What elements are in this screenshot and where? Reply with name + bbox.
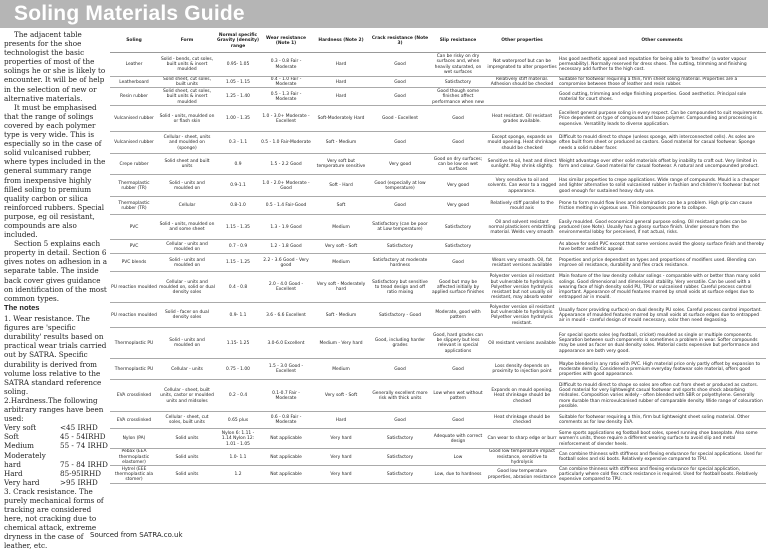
cell-hardness: Very soft - Soft <box>312 380 370 412</box>
cell-other-comments: Easily moulded. Good economical general purpose soling. Oil resistant grades can be produced (see Note). Usually has a glossy surface finish. Under pressure from the environmental lobby for perceived, if not actual, risks. <box>558 215 766 240</box>
column-header-crack-resistance: Crack resistance (Note 3) <box>370 30 430 53</box>
cell-specific-gravity: 1.15- 1.25 <box>216 328 260 359</box>
cell-crack-resistance: Good <box>370 53 430 77</box>
cell-hardness: Soft <box>312 197 370 215</box>
cell-wear-resistance: 0.3 - 0.8 Fair - Moderate <box>260 53 312 77</box>
cell-hardness: Very hard <box>312 466 370 484</box>
cell-other-comments: Suitable for footwear requiring a thin, firm but lightweight sheet soling material. Other comments as for low density EVA. <box>558 412 766 429</box>
cell-soling: PVC <box>110 240 158 254</box>
table-row <box>110 106 766 132</box>
cell-soling: Leatherboard <box>110 77 158 88</box>
cell-form: Cellular - units <box>158 359 216 380</box>
cell-specific-gravity: 0.7 - 0.9 <box>216 240 260 254</box>
cell-crack-resistance: Generally excellent more risk with thick units <box>370 380 430 412</box>
cell-other-properties: Heat shrinkage should be checked <box>486 412 558 429</box>
table-row <box>110 240 766 254</box>
cell-wear-resistance: 1.0 - 3.0+ Moderate - Excellent <box>260 106 312 132</box>
cell-soling: Thermoplastic rubber (TR) <box>110 197 158 215</box>
cell-slip-resistance: Low, due to hardness <box>430 466 486 484</box>
cell-other-comments: Weight advantage over other solid materials offset by inability to craft out. Very limited in form and colour. Good material for casual footwear. A natural and uncompounded product. <box>558 154 766 175</box>
cell-other-comments: Suitable for footwear requiring a thin, firm sheet soling material. Properties are a compromise between those of leather and resin rubber. <box>558 77 766 88</box>
cell-wear-resistance: 0.5 - 1.3 Fair - Moderate <box>260 88 312 106</box>
table-row <box>110 449 766 466</box>
cell-slip-resistance: Good <box>430 106 486 132</box>
cell-wear-resistance: 0.6 - 0.8 Fair - Moderate <box>260 412 312 429</box>
cell-other-properties: Relatively stiff material. Adhesion should be checked <box>486 77 558 88</box>
cell-specific-gravity: 1.05 - 1.15 <box>216 77 260 88</box>
cell-other-properties: Good low temperature impact resistance, sensitive to hydrolysis <box>486 449 558 466</box>
table-row <box>110 359 766 380</box>
cell-hardness: Medium <box>312 254 370 272</box>
cell-soling: Hytrel (EEE thermoplastic ala stomer) <box>110 466 158 484</box>
cell-hardness: Very hard <box>312 449 370 466</box>
cell-soling: PU reaction moulded <box>110 272 158 303</box>
cell-hardness: Medium - Very hard <box>312 328 370 359</box>
cell-wear-resistance: Not applicable <box>260 429 312 449</box>
cell-form: Solid units <box>158 449 216 466</box>
cell-hardness: Hard <box>312 88 370 106</box>
cell-form: Solid units <box>158 429 216 449</box>
cell-specific-gravity: 0.4 - 0.8 <box>216 272 260 303</box>
cell-specific-gravity: 1.15 - 1.25 <box>216 254 260 272</box>
table-row <box>110 254 766 272</box>
cell-hardness: Medium <box>312 215 370 240</box>
cell-specific-gravity: 1.25 - 1.40 <box>216 88 260 106</box>
cell-crack-resistance: Satisfactory at moderate hardness <box>370 254 430 272</box>
cell-hardness: Hard <box>312 77 370 88</box>
intro-paragraph: Section 5 explains each property in detail. Section 6 gives notes on adhesion in a separate table. The inside back cover gives guidance on identification of the most common types. <box>4 239 107 303</box>
table-row <box>110 197 766 215</box>
cell-other-properties: Polyester version oil resistant but vulnerable to hydrolysis. Polyether version hydrolysis resistant but not usually oil resistant, may absorb water <box>486 272 558 303</box>
cell-other-comments: Has good aesthetic appeal and reputation for being able to 'breathe' (a water vapour permeability). Normally reserved for dress shoes. The cutting, trimming and finishing necessary add further to the high cost. <box>558 53 766 77</box>
cell-form: Solid - facer on dual density soles <box>158 303 216 328</box>
cell-specific-gravity: 0.95- 1.05 <box>216 53 260 77</box>
cell-specific-gravity: 1.0- 1.1 <box>216 449 260 466</box>
cell-other-properties: Can wear to sharp edge or burr <box>486 429 558 449</box>
intro-text <box>4 30 110 303</box>
cell-wear-resistance: 1.2 - 1.8 Good <box>260 240 312 254</box>
hardness-rating: hard 75 - 84 IRHD <box>4 459 108 469</box>
column-header-form: Form <box>158 30 216 53</box>
cell-other-comments: Prone to form mould flow lines and delamination can be a problem. High grip can cause friction melting in vigorous use. Thin compounds prone to collapse. <box>558 197 766 215</box>
cell-other-properties: Not waterproof but can be impregnated to alter properties <box>486 53 558 77</box>
table-header <box>110 30 766 53</box>
cell-other-properties: Heat resistant. Oil resistant grades available. <box>486 106 558 132</box>
soling-table <box>110 30 766 484</box>
cell-soling: Thermoplastic PU <box>110 328 158 359</box>
cell-slip-resistance: Good <box>430 412 486 429</box>
table-row <box>110 429 766 449</box>
cell-slip-resistance: Good, hard grades can be slippery but less relevant in special applications <box>430 328 486 359</box>
cell-soling: Thermoplastic PU <box>110 359 158 380</box>
cell-slip-resistance: Moderate, good with pattern <box>430 303 486 328</box>
cell-soling: PU reaction moulded <box>110 303 158 328</box>
cell-form: Solid - units and moulded on <box>158 175 216 197</box>
cell-specific-gravity: 0.8-1.0 <box>216 197 260 215</box>
cell-other-comments: Can combine thinness with stiffness and flexing endurance for special applications. Used for football soles and ski boots. Relatively expensive compared to TPU. <box>558 449 766 466</box>
table-row <box>110 77 766 88</box>
cell-specific-gravity: 0.2 - 0.4 <box>216 380 260 412</box>
cell-other-properties: Wears very smooth. Oil, fat resistant versions available <box>486 254 558 272</box>
cell-other-comments: Has similar properties to crepe applications. Wide range of compounds. Mould is a cheaper and lighter alternative to solid vulcanised rubber in fashion and children's footwear but not good enough for sustained heavy duty use. <box>558 175 766 197</box>
column-header-soling: Soling <box>110 30 158 53</box>
cell-slip-resistance: Very good <box>430 197 486 215</box>
cell-form: Cellular - sheet, cut soles, built units <box>158 412 216 429</box>
cell-slip-resistance: Good but may be affected initially by applied surface finishes <box>430 272 486 303</box>
cell-other-comments: Difficult to mould direct to shape (unless sponge, with interconnected cells). As soles are often built from sheet or produced as castors. Good material for casual footwear. Sponge needs a solid rubber facer. <box>558 132 766 154</box>
cell-specific-gravity: 0.9- 1.1 <box>216 303 260 328</box>
cell-soling: Leather <box>110 53 158 77</box>
cell-hardness: Medium <box>312 359 370 380</box>
cell-form: Solid sheet, cut soles, built units & insert moulded <box>158 88 216 106</box>
cell-wear-resistance: 1.5 - 3.0 Good - Excellent <box>260 359 312 380</box>
cell-other-properties: Polyester version oil resistant but vulnerable to hydrolysis. Polyether version hydrolysis resistant. <box>486 303 558 328</box>
cell-hardness: Soft - Medium <box>312 132 370 154</box>
cell-hardness: Hard <box>312 53 370 77</box>
cell-other-properties: Expands on mould opening. Heat shrinkage should be checked <box>486 380 558 412</box>
cell-slip-resistance: Low <box>430 449 486 466</box>
note-crack: 3. Crack resistance. The purely mechanical forms of tracking are considered here, not cracking due to chemical attack, extreme dryness in the case of leather, etc. <box>4 486 104 551</box>
column-header-other-properties: Other properties <box>486 30 558 53</box>
cell-wear-resistance: 0.5 - 1.4 Fair-Good <box>260 197 312 215</box>
cell-form: Solid - units and moulded on <box>158 328 216 359</box>
cell-form: Solid units <box>158 466 216 484</box>
hardness-rating: Moderately <box>4 450 46 460</box>
cell-crack-resistance: Very good <box>370 154 430 175</box>
column-header-slip-resistance: Slip resistance <box>430 30 486 53</box>
hardness-rating: Hard 85-95IRHD <box>4 468 102 478</box>
cell-wear-resistance: 2.0 - 4.0 Good - Excellent <box>260 272 312 303</box>
hardness-rating: Soft 45 - 54IRHD <box>4 432 106 442</box>
cell-crack-resistance: Good <box>370 88 430 106</box>
cell-slip-resistance: Very good <box>430 175 486 197</box>
column-header-other-comments: Other comments <box>558 30 766 53</box>
cell-other-comments: For special sports soles (eg football, cricket) moulded as single or multiple components. Separation between such components is sometimes a problem in wear. Softer compounds may be used as facer on dual density soles. Material costs expensive but performance and appearance are both very good. <box>558 328 766 359</box>
cell-specific-gravity: 1.2 <box>216 466 260 484</box>
cell-crack-resistance: Satisfactory <box>370 449 430 466</box>
cell-hardness: Very hard <box>312 429 370 449</box>
cell-other-properties: Very sensitive to oil and solvents. Can wear to a ragged appearance. <box>486 175 558 197</box>
cell-other-properties: Loss density depends on proximity to injection point <box>486 359 558 380</box>
cell-specific-gravity: 0.75 - 1.00 <box>216 359 260 380</box>
cell-soling: Pebax (EEA thermoplastic elastomer) <box>110 449 158 466</box>
cell-other-comments: As above for solid PVC except that some versions avoid the glossy surface finish and thereby have better aesthetic appeal. <box>559 241 765 252</box>
hardness-rating: Very hard >95 IRHD <box>4 477 98 487</box>
column-header-wear-resistance: Wear resistance (Note 1) <box>260 30 312 53</box>
cell-other-comments: Good cutting, trimming and edge finishing properties. Good aesthetics. Principal sole material for court shoes. <box>558 88 766 106</box>
table-row <box>110 328 766 359</box>
cell-soling: Nylon (PA) <box>110 429 158 449</box>
cell-form: Cellular <box>158 197 216 215</box>
notes-section <box>4 303 110 551</box>
table-row <box>110 272 766 303</box>
cell-slip-resistance: Satisfactory <box>430 215 486 240</box>
cell-wear-resistance: 1.0 - 2.0+ Moderate - Good <box>260 175 312 197</box>
table-row <box>110 154 766 175</box>
cell-form: Solid - units, moulded on or flash skin <box>158 106 216 132</box>
cell-hardness: Hard <box>312 412 370 429</box>
cell-other-properties: Except sponge, expands on mould opening. Heat shrinkage should be checked <box>486 132 558 154</box>
cell-specific-gravity: 1.15 - 1.35 <box>216 215 260 240</box>
cell-hardness: Soft - Hard <box>312 175 370 197</box>
cell-other-comments: Can combine thinness with stiffness and flexing endurance for special application, particularly where cold flex crack resistance is required. Used for football boots. Relatively expensive compared to TPU. <box>558 466 766 484</box>
cell-form: Cellular - units and moulded on <box>158 240 216 254</box>
hardness-rating: Medium 55 - 74 IRHD <box>4 441 108 451</box>
cell-soling: EVA crosslinked <box>110 380 158 412</box>
cell-hardness: Soft-Moderately Hard <box>312 106 370 132</box>
cell-form: Solid - units and moulded on <box>158 254 216 272</box>
notes-heading: The notes <box>4 303 40 312</box>
cell-other-properties: Oil resistant versions available <box>486 328 558 359</box>
cell-specific-gravity: 1.00 - 1.35 <box>216 106 260 132</box>
cell-crack-resistance: Satisfactory <box>370 429 430 449</box>
table-row <box>110 380 766 412</box>
column-header-specific-gravity: Normal specific Gravity (density) range <box>216 30 260 53</box>
cell-specific-gravity: 0.65 plus <box>216 412 260 429</box>
note-wear: 1. Wear resistance. The figures are 'specific durability' results based on practical wear trials carried out by SATRA. Specific durability is derived from volume loss relative to the SATRA standard reference soling. <box>4 314 107 396</box>
page-title: Soling Materials Guide <box>14 2 245 25</box>
cell-crack-resistance: Good <box>370 412 430 429</box>
table-row <box>110 412 766 429</box>
cell-crack-resistance: Good <box>370 77 430 88</box>
cell-soling: Crepe rubber <box>110 154 158 175</box>
cell-form: Solid - units, moulded on and some sheet <box>158 215 216 240</box>
cell-hardness: Very soft but temperature sensitive <box>312 154 370 175</box>
cell-soling: Resin rubber <box>110 88 158 106</box>
cell-soling: Thermoplastic rubber (TR) <box>110 175 158 197</box>
cell-form: Solid sheet and built units <box>158 154 216 175</box>
cell-slip-resistance: Satisfactory <box>430 77 486 88</box>
note-hardness: 2.Hardness.The following arbitrary ranges have been used: <box>4 395 104 424</box>
cell-soling: Vulcanised rubber <box>110 132 158 154</box>
cell-slip-resistance: Low when wet without pattern <box>430 380 486 412</box>
cell-hardness: Very soft - Moderately hard <box>312 272 370 303</box>
cell-form: Cellular - units and moulded on, solid or dual density soles <box>158 272 216 303</box>
table-row <box>110 303 766 328</box>
cell-other-comments: Difficult to mould direct to shape so soles are often cut from sheet or produced as castors. Good material for very lightweight casual footwear and sports shoe shock absorbing midsoles. Composition varies widely - often blended with SBR or polyethylene. Generally more durable than microvulcanised rubber of comparable density. Wide range of colouration possible. <box>558 380 766 412</box>
cell-other-comments: Excellent general purpose soling in every respect. Can be compounded to suit requirements. Price dependent on type of compound and base polymer. Compounding and processing is expensive. Versatility leads to diverse application. <box>558 106 766 132</box>
cell-other-comments: Maybe blended in any ratio with PVC. High material price only partly offset by expansion to moderate density. Considered a premium everyday footwear sole material, offers good properties with good appearance. <box>558 359 766 380</box>
table-row <box>110 215 766 240</box>
cell-crack-resistance: Good (especially at low temperature) <box>370 175 430 197</box>
cell-crack-resistance: Satisfactory <box>370 240 430 254</box>
cell-specific-gravity: 0.9 <box>216 154 260 175</box>
cell-wear-resistance: 0.4 - 1.0 Fair - Moderate <box>260 77 312 88</box>
column-header-hardness: Hardness (Note 2) <box>312 30 370 53</box>
cell-other-properties: Good low temperature properties, abrasion resistance <box>486 466 558 484</box>
cell-crack-resistance: Good <box>370 132 430 154</box>
table-body <box>110 53 766 484</box>
cell-other-comments: Some sports applications eg football boot soles, speed running shoe baseplate. Also some women's units, these require a different wearing surface to avoid slip and metal reinforcement of slender heels. <box>558 429 766 449</box>
cell-wear-resistance: Not applicable <box>260 466 312 484</box>
cell-other-properties <box>486 88 558 106</box>
cell-form: Solid - bends, cut soles, built units & insert moulded <box>158 53 216 77</box>
cell-crack-resistance: Satisfactory but sensitive to tread design and off ratio mixing <box>370 272 430 303</box>
table-row <box>110 175 766 197</box>
cell-slip-resistance: Good <box>430 254 486 272</box>
cell-other-comments: Usually facer providing surface) on dual density PU soles. Careful process control important. Appearance of moulded features marred by small voids at surface edges due to entrapped air in mould - careful design of mould necessary, solar then need degassing. <box>558 303 766 328</box>
cell-form: Cellular - sheet, built units, castor or moulded units and midsoles <box>158 380 216 412</box>
cell-other-properties: Relatively stiff parallel to the mould axis <box>486 197 558 215</box>
cell-wear-resistance: 3.0-6.0 Excellent <box>260 328 312 359</box>
cell-crack-resistance: Satisfactory - Good <box>370 303 430 328</box>
cell-wear-resistance: 0.1-0.7 Fair - Moderate <box>260 380 312 412</box>
cell-wear-resistance: Not applicable <box>260 449 312 466</box>
intro-paragraph: The adjacent table presents for the shoe technologist the basic properties of most of the solings he or she is likely to encounter. It will be of help in the selection of new or alternative materials. <box>4 30 106 103</box>
cell-crack-resistance: Good - Excellent <box>370 106 430 132</box>
cell-slip-resistance: Good though some finishes affect performance when new <box>430 88 486 106</box>
cell-crack-resistance: Satisfactory <box>370 466 430 484</box>
cell-slip-resistance: Good <box>430 132 486 154</box>
cell-specific-gravity: 0.3 - 1.1 <box>216 132 260 154</box>
cell-wear-resistance: 3.6 - 6.6 Excellent <box>260 303 312 328</box>
cell-wear-resistance: 0.5 - 1.0 Fair-Moderate <box>260 132 312 154</box>
table-row <box>110 53 766 77</box>
cell-soling: PVC blends <box>110 254 158 272</box>
cell-other-properties <box>486 240 558 254</box>
cell-other-comments: Properties and price dependant on types and proportions of modifiers used. Blending can improve oil resistance, durability and flex crack resistance. <box>558 254 766 272</box>
cell-other-properties: Oil and solvent resistant normal plasticisers embrittling material. Welds very smooth <box>486 215 558 240</box>
cell-form: Cellular - sheet, units and moulded on (sponge) <box>158 132 216 154</box>
cell-slip-resistance: Good on dry surfaces; can be low on wet surfaces <box>430 154 486 175</box>
source-credit: Sourced from SATRA.co.uk <box>90 531 183 539</box>
cell-hardness: Soft - Medium <box>312 303 370 328</box>
table-row <box>110 88 766 106</box>
cell-soling: PVC <box>110 215 158 240</box>
cell-wear-resistance: 2.2 - 3.6 Good - Very good <box>260 254 312 272</box>
cell-specific-gravity: Nylon 6: 1.11 - 1.14 Nylon 12: 1.01 - 1.05 <box>216 429 260 449</box>
cell-slip-resistance: Satisfactory <box>430 240 486 254</box>
cell-slip-resistance: Good <box>430 359 486 380</box>
cell-soling: Vulcanised rubber <box>110 106 158 132</box>
cell-soling: EVA crosslinked <box>110 412 158 429</box>
title-bar <box>0 0 768 28</box>
hardness-rating: Very soft <45 IRHD <box>4 423 98 433</box>
table-row <box>110 132 766 154</box>
cell-other-properties: Sensitive to oil, heat and direct sunlight. May shrink slightly. <box>486 154 558 175</box>
intro-paragraph: It must be emphasised that the range of solings covered by each polymer type is very wide. This is especially so in the case of solid vulcanised rubber, where types included in the general summary range from inexpensive highly filled soling to premium quality carbon or silica reinforced rubbers. Special purpose, eg oil resistant, compounds are also included. <box>4 102 106 240</box>
cell-crack-resistance: Satisfactory (can be poor at Low temperature) <box>370 215 430 240</box>
cell-wear-resistance: 1.3 - 1.9 Good <box>260 215 312 240</box>
cell-slip-resistance: Adequate with correct design <box>430 429 486 449</box>
cell-form: Solid sheet, cut soles, built units <box>158 77 216 88</box>
cell-hardness: Very soft - Soft <box>312 240 370 254</box>
cell-other-comments: Main feature of the low density cellular solings - comparable with or better than many solid solings. Good dimensional and dimensional stability. Very versatile. Can be used with a wearing face of high density solid PU, TPU or vulcanised rubber. Careful process control important. Appearance of mould features marred by small voids at surface edges due to entrapped air in mould. <box>558 272 766 303</box>
cell-crack-resistance: Good <box>370 359 430 380</box>
cell-wear-resistance: 1.5 - 2.2 Good <box>260 154 312 175</box>
table-row <box>110 466 766 484</box>
cell-specific-gravity: 0.9-1.1 <box>216 175 260 197</box>
cell-crack-resistance: Good <box>370 197 430 215</box>
cell-slip-resistance: Can be risky on dry surfaces and, when heavily saturated, on wet surfaces <box>430 53 486 77</box>
cell-crack-resistance: Good, including harder grades <box>370 328 430 359</box>
